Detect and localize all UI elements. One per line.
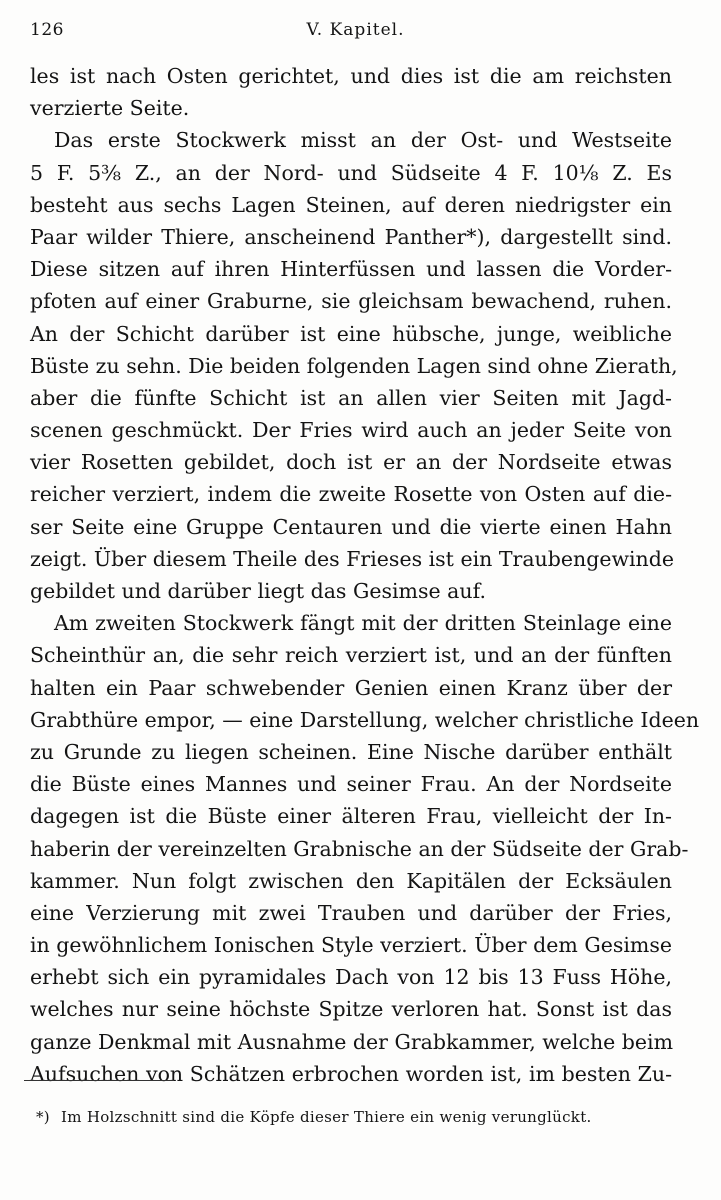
text-line: eine Verzierung mit zwei Trauben und darüber der Fries, (30, 900, 672, 925)
text-line: An der Schicht darüber ist eine hübsche, junge, weibliche (30, 321, 672, 346)
text-line: haberin der vereinzelten Grabnische an der Südseite der Grab- (30, 836, 689, 861)
text-line: die Büste eines Mannes und seiner Frau. An der Nordseite (30, 772, 672, 797)
text-line: ganze Denkmal mit Ausnahme der Grabkammer, welche beim (30, 1029, 674, 1054)
text-line: Paar wilder Thiere, anscheinend Panther*), dargestellt sind. (30, 224, 672, 249)
text-line: Grabthüre empor, — eine Darstellung, welcher christliche Ideen (30, 707, 700, 732)
footnote-divider (24, 1080, 174, 1081)
text-line: besteht aus sechs Lagen Steinen, auf deren niedrigster ein (30, 192, 672, 217)
text-line: Büste zu sehn. Die beiden folgenden Lagen sind ohne Zierath, (30, 353, 678, 378)
text-line: in gewöhnlichem Ionischen Style verziert. Über dem Gesimse (30, 933, 672, 958)
text-line: reicher verziert, indem die zweite Rosette von Osten auf die- (30, 482, 672, 507)
body-text (30, 60, 700, 1090)
text-line: gebildet und darüber liegt das Gesimse auf. (30, 579, 486, 603)
text-line: halten ein Paar schwebender Genien einen Kranz über der (30, 675, 672, 700)
footnote (36, 1108, 592, 1126)
text-line: les ist nach Osten gerichtet, und dies ist die am reichsten (30, 64, 672, 88)
text-line: vier Rosetten gebildet, doch ist er an der Nordseite etwas (30, 450, 672, 475)
text-line: Diese sitzen auf ihren Hinterfüssen und lassen die Vorder- (30, 257, 672, 282)
footnote-text: Im Holzschnitt sind die Köpfe dieser Thiere ein wenig verunglückt. (61, 1108, 592, 1126)
footnote-marker: *) (36, 1108, 50, 1126)
text-line: zeigt. Über diesem Theile des Frieses ist ein Traubengewinde (30, 546, 675, 571)
page-number: 126 (30, 20, 64, 40)
text-line: dagegen ist die Büste einer älteren Frau, vielleicht der In- (30, 804, 672, 829)
text-line: pfoten auf einer Graburne, sie gleichsam bewachend, ruhen. (30, 289, 672, 314)
text-line: verzierte Seite. (30, 96, 190, 121)
text-line: Am zweiten Stockwerk fängt mit der dritten Steinlage eine (54, 611, 672, 636)
text-line: aber die fünfte Schicht ist an allen vier Seiten mit Jagd- (30, 385, 672, 410)
text-line: ser Seite eine Gruppe Centauren und die vierte einen Hahn (30, 514, 672, 539)
text-line: welches nur seine höchste Spitze verloren hat. Sonst ist das (30, 997, 672, 1022)
page-header (30, 20, 681, 46)
text-line: scenen geschmückt. Der Fries wird auch an jeder Seite von (30, 418, 672, 443)
text-line: 5 F. 5⅜ Z., an der Nord- und Südseite 4 F. 10⅛ Z. Es (30, 160, 672, 185)
text-line: Scheinthür an, die sehr reich verziert ist, und an der fünften (30, 643, 672, 668)
text-line: zu Grunde zu liegen scheinen. Eine Nische darüber enthält (30, 739, 672, 764)
text-line: erhebt sich ein pyramidales Dach von 12 bis 13 Fuss Höhe, (30, 965, 672, 990)
text-line: Das erste Stockwerk misst an der Ost- und Westseite (54, 128, 672, 153)
text-line: kammer. Nun folgt zwischen den Kapitälen der Ecksäulen (30, 868, 672, 893)
text-line: Aufsuchen von Schätzen erbrochen worden ist, im besten Zu- (30, 1061, 672, 1086)
running-head: V. Kapitel. (306, 20, 405, 40)
